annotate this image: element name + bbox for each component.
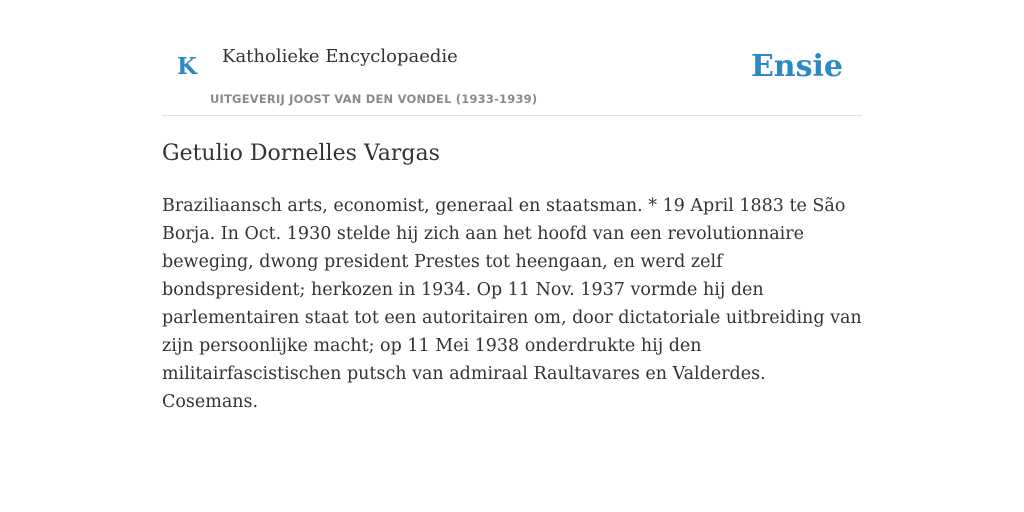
site-header [162,0,862,116]
article-title: Getulio Dornelles Vargas [162,141,440,166]
article-body: Braziliaansch arts, economist, generaal en staatsman. * 19 April 1883 te São Borja. In Oct. 1930 stelde hij zich aan het hoofd van een revolutionnaire beweging, dwong president Prestes tot heengaan, en werd zelf bondspresident; herkozen in 1934. Op 11 Nov. 1937 vormde hij den parlementairen staat tot een autoritairen om, door dictatoriale uitbreiding van zijn persoonlijke macht; op 11 Mei 1938 onderdrukte hij den militairfascistischen putsch van admiraal Raultavares en Valderdes. Cosemans. [162,196,862,412]
page [162,0,862,412]
publisher-subtitle: UITGEVERIJ JOOST VAN DEN VONDEL (1933-1939) [210,92,538,106]
ensie-logo[interactable]: Ensie [750,49,843,84]
encyclopedia-logo[interactable]: K [177,53,197,80]
site-title[interactable]: Katholieke Encyclopaedie [222,46,458,67]
